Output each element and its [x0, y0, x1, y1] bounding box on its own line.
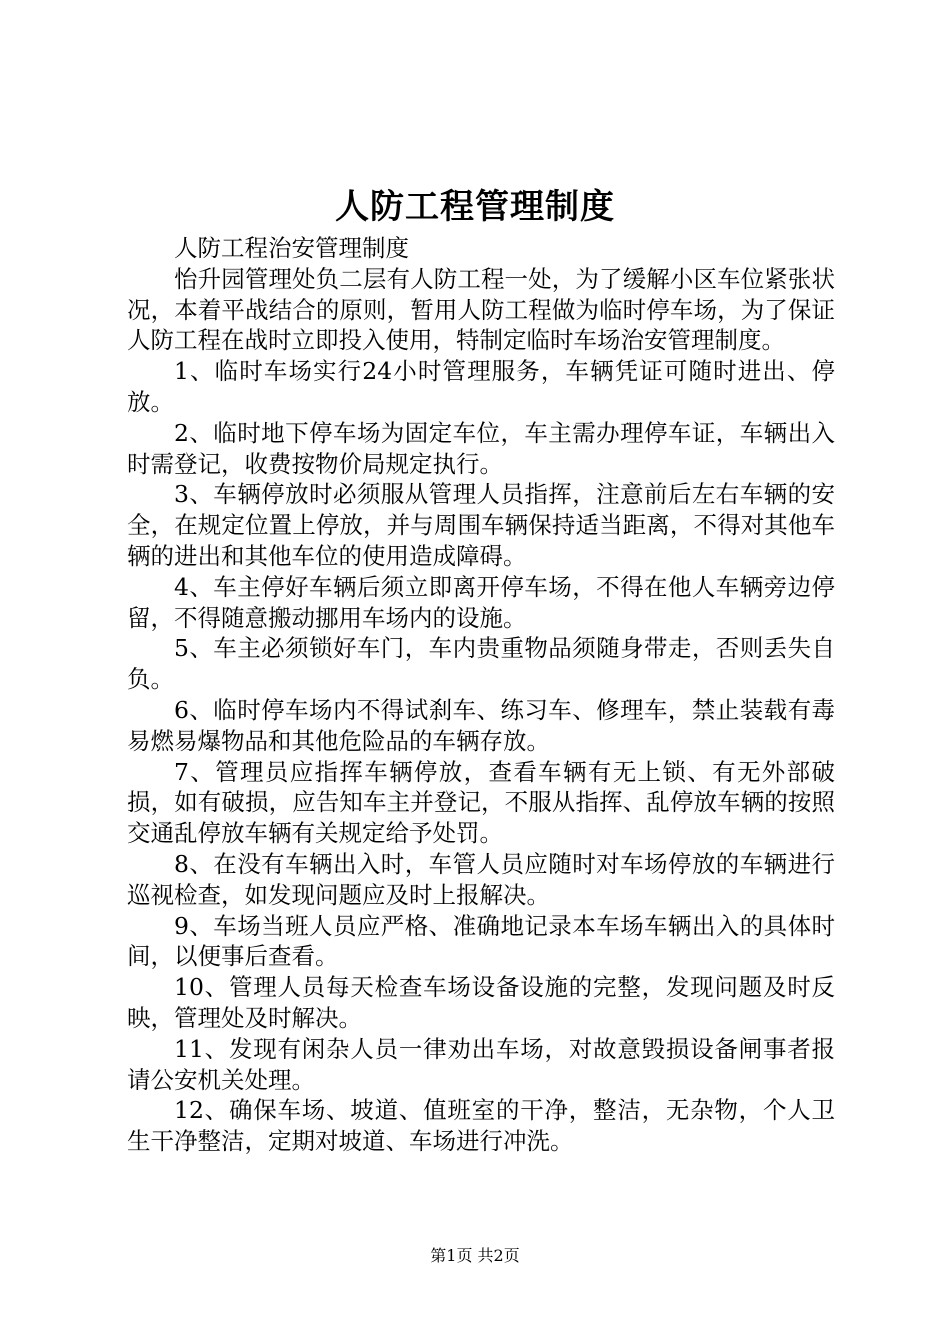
page-indicator: 第1页 共2页: [430, 1246, 520, 1265]
rule-item-3: 3、车辆停放时必须服从管理人员指挥，注意前后左右车辆的安全，在规定位置上停放，并与周围车辆保持适当距离，不得对其他车辆的进出和其他车位的使用造成障碍。: [127, 480, 835, 570]
rule-item-11: 11、发现有闲杂人员一律劝出车场，对故意毁损设备闸事者报请公安机关处理。: [127, 1034, 835, 1094]
rule-item-12: 12、确保车场、坡道、值班室的干净，整洁，无杂物，个人卫生干净整洁，定期对坡道、车场进行冲洗。: [127, 1096, 835, 1156]
document-title: 人防工程管理制度: [335, 187, 615, 227]
rule-item-8: 8、在没有车辆出入时，车管人员应随时对车场停放的车辆进行巡视检查，如发现问题应及时上报解决。: [127, 849, 835, 909]
section-subtitle: 人防工程治安管理制度: [174, 234, 409, 262]
rule-item-2: 2、临时地下停车场为固定车位，车主需办理停车证，车辆出入时需登记，收费按物价局规定执行。: [127, 418, 835, 478]
rule-item-4: 4、车主停好车辆后须立即离开停车场，不得在他人车辆旁边停留，不得随意搬动挪用车场内的设施。: [127, 572, 835, 632]
page-footer: [0, 1245, 950, 1267]
rule-item-1: 1、临时车场实行24小时管理服务，车辆凭证可随时进出、停放。: [127, 357, 835, 416]
rule-item-9: 9、车场当班人员应严格、准确地记录本车场车辆出入的具体时间，以便事后查看。: [127, 911, 835, 971]
rule-item-5: 5、车主必须锁好车门，车内贵重物品须随身带走，否则丢失自负。: [127, 634, 835, 694]
intro-paragraph: 怡升园管理处负二层有人防工程一处，为了缓解小区车位紧张状况，本着平战结合的原则，暂用人防工程做为临时停车场，为了保证人防工程在战时立即投入使用，特制定临时车场治安管理制度。: [127, 264, 835, 355]
rule-item-6: 6、临时停车场内不得试刹车、练习车、修理车，禁止装载有毒易燃易爆物品和其他危险品的车辆存放。: [127, 695, 835, 755]
document-body: [127, 233, 835, 1157]
rule-item-10: 10、管理人员每天检查车场设备设施的完整，发现问题及时反映，管理处及时解决。: [127, 973, 835, 1032]
rule-item-7: 7、管理员应指挥车辆停放，查看车辆有无上锁、有无外部破损，如有破损，应告知车主并登记，不服从指挥、乱停放车辆的按照交通乱停放车辆有关规定给予处罚。: [127, 757, 835, 848]
